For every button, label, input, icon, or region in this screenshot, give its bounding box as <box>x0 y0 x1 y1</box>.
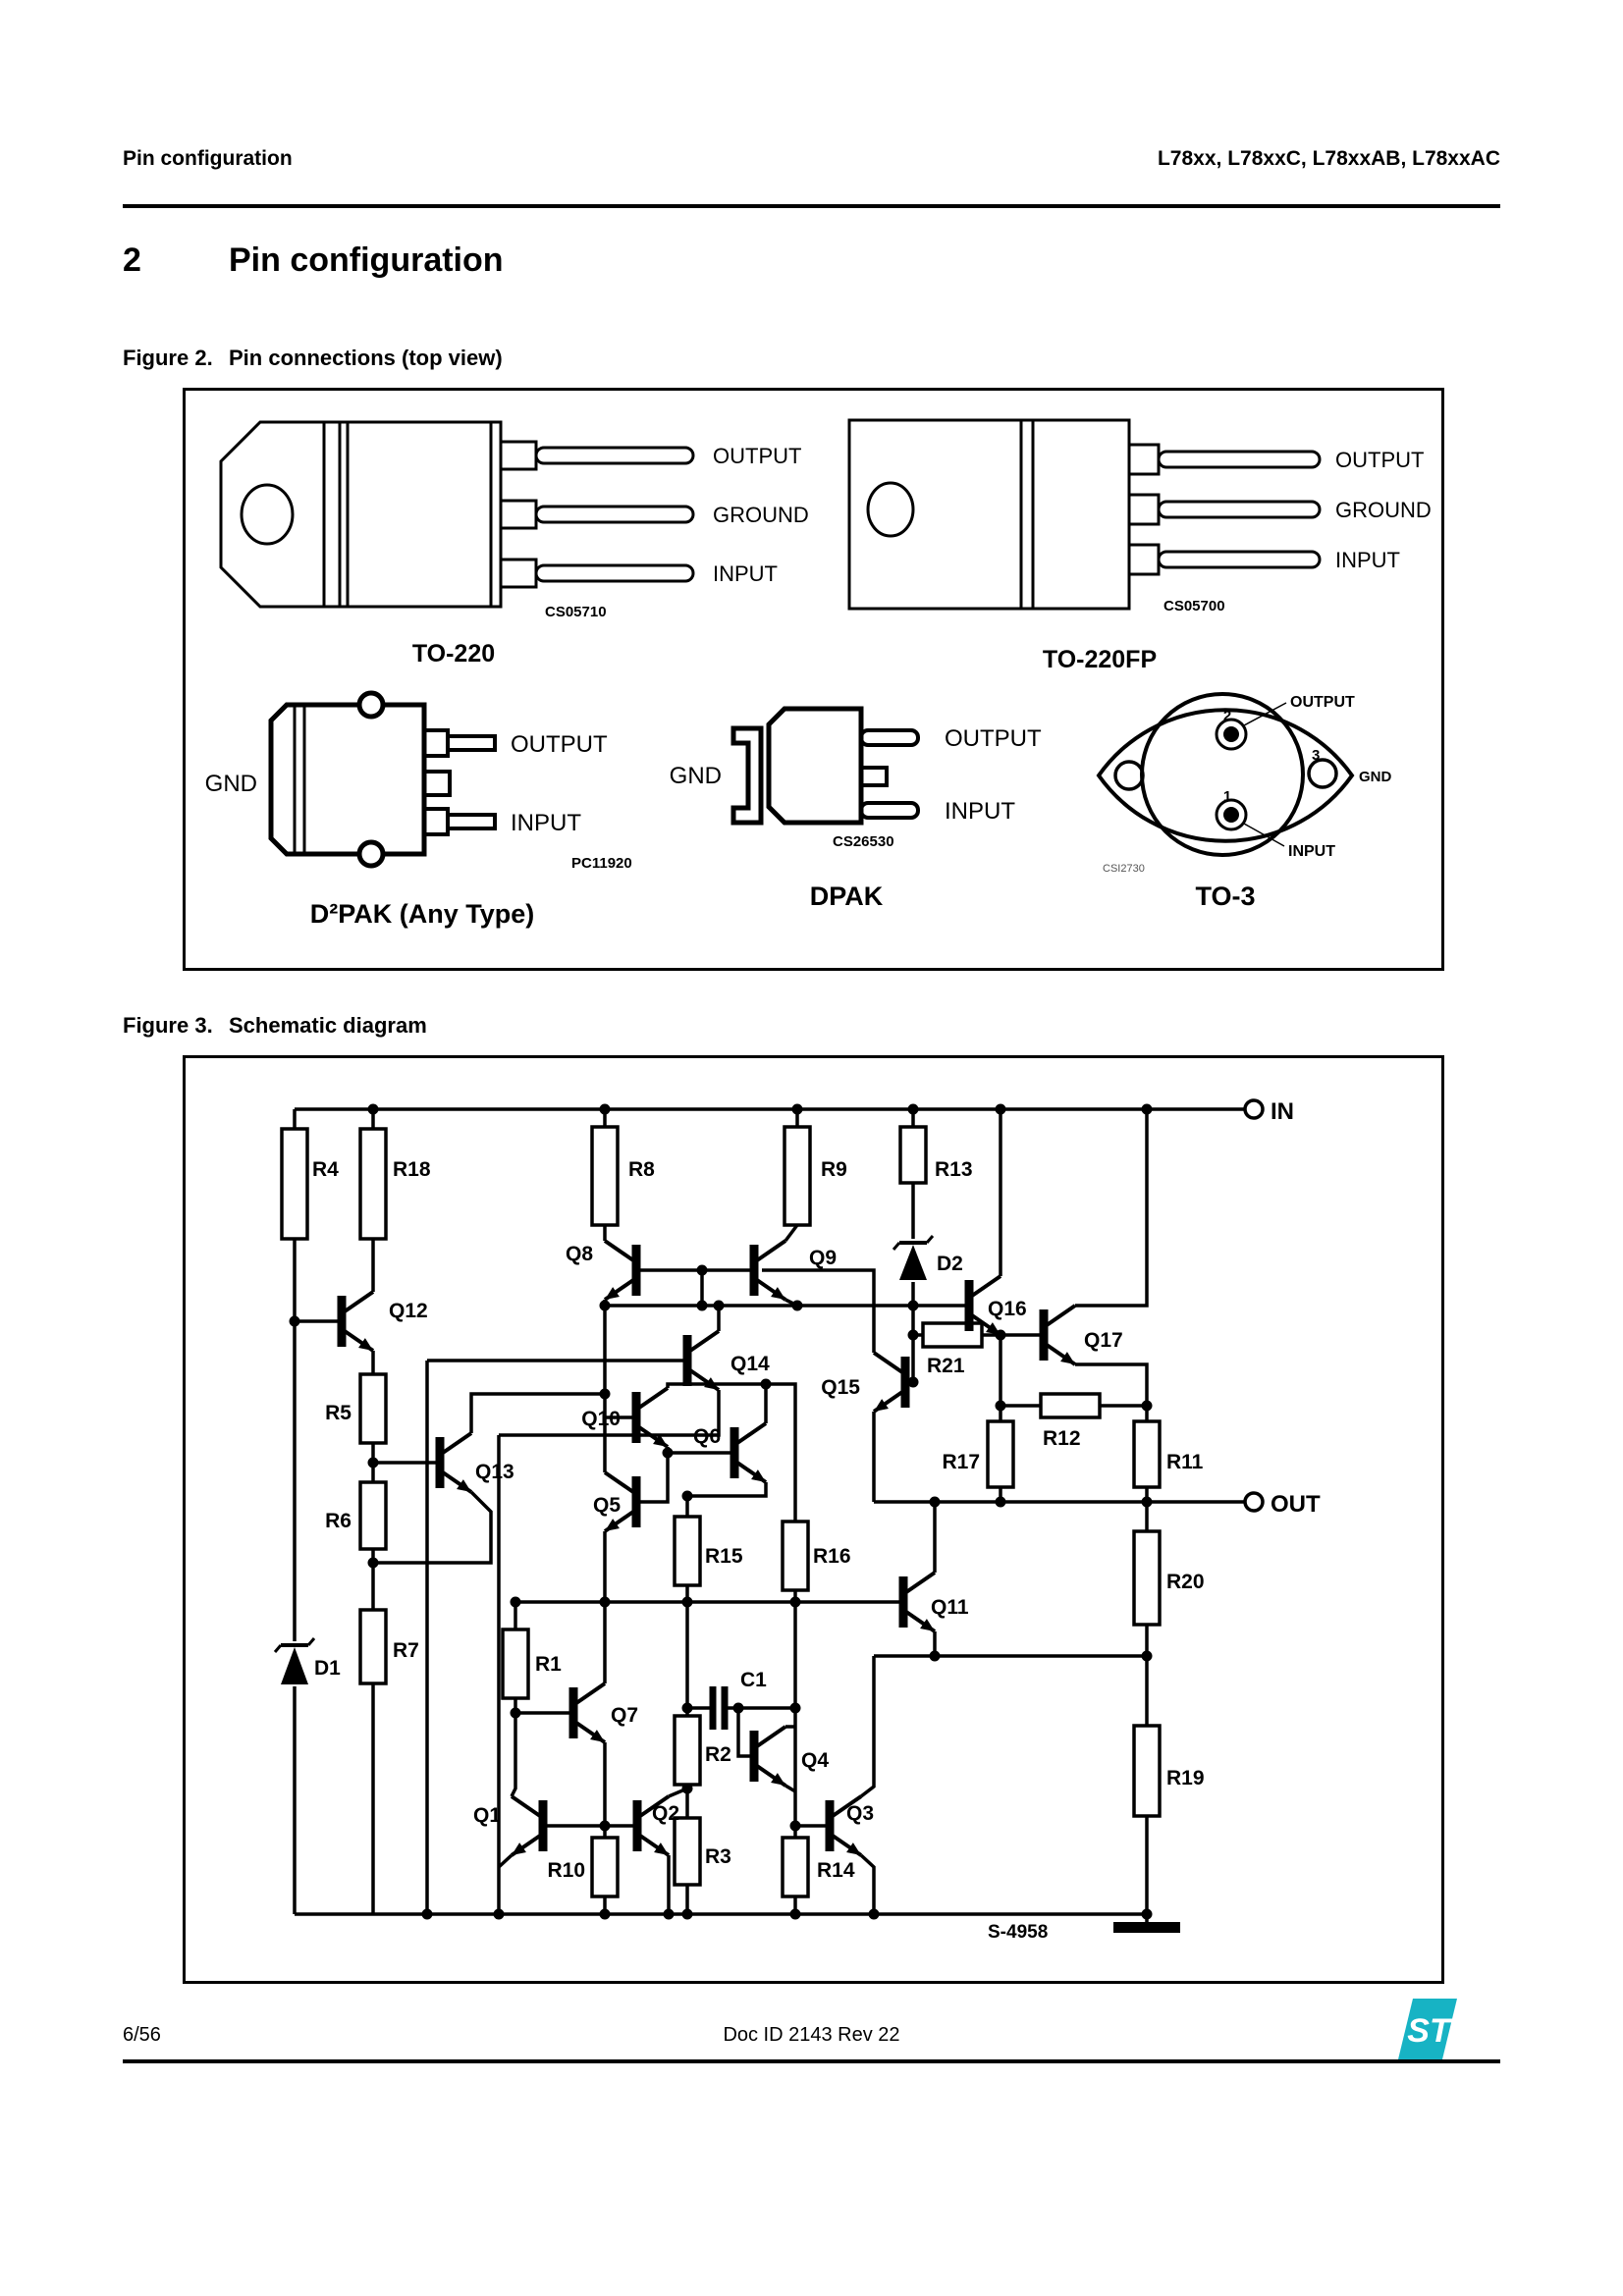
wire <box>861 1656 874 1796</box>
to220fp-pin-ground: GROUND <box>1335 498 1432 522</box>
junction-dot <box>494 1909 505 1920</box>
schematic-label-R6: R6 <box>325 1510 352 1532</box>
schematic-label-R1: R1 <box>535 1653 562 1676</box>
schematic-label-Q12: Q12 <box>389 1300 428 1322</box>
wire <box>687 1482 766 1496</box>
to220fp-package <box>849 420 1320 609</box>
transistor-Q8 <box>605 1241 633 1260</box>
junction-dot <box>1142 1497 1153 1508</box>
transistor-Q11 <box>906 1573 935 1592</box>
schematic-label-R8: R8 <box>628 1158 655 1181</box>
resistor-R15 <box>675 1517 700 1585</box>
schematic-label-Q16: Q16 <box>988 1298 1027 1320</box>
d2pak-gnd: GND <box>204 771 257 797</box>
resistor-R12 <box>1041 1394 1100 1417</box>
dpak-code: CS26530 <box>833 833 894 850</box>
to3-code: CSI2730 <box>1103 863 1145 875</box>
schematic-label-Q3: Q3 <box>846 1802 875 1825</box>
schematic-label-Q2: Q2 <box>652 1802 680 1825</box>
header-left: Pin configuration <box>123 147 293 170</box>
junction-dot <box>996 1401 1006 1412</box>
transistor-Q4 <box>757 1727 785 1746</box>
dpak-package <box>733 709 918 823</box>
junction-dot <box>368 1104 379 1115</box>
zener-D2 <box>927 1236 933 1243</box>
transistor-Q9 <box>757 1241 785 1260</box>
resistor-R19 <box>1134 1726 1160 1816</box>
to3-output: OUTPUT <box>1290 694 1355 711</box>
to220-pin-ground: GROUND <box>713 503 809 527</box>
d2pak-pin-input: INPUT <box>511 810 581 836</box>
resistor-R4 <box>282 1129 307 1239</box>
junction-dot <box>908 1377 919 1388</box>
transistor-Q1 <box>512 1796 540 1816</box>
to3-pin3-number: 3 <box>1312 747 1321 764</box>
to220-pin-output: OUTPUT <box>713 444 802 468</box>
schematic-label-IN: IN <box>1271 1098 1294 1125</box>
schematic-label-R2: R2 <box>705 1743 731 1766</box>
footer-page-number: 6/56 <box>123 2024 161 2046</box>
schematic-label-R11: R11 <box>1166 1451 1204 1473</box>
d2pak-pin-output: OUTPUT <box>511 731 608 758</box>
footer-doc-id: Doc ID 2143 Rev 22 <box>723 2024 900 2046</box>
to3-name: TO-3 <box>1195 881 1256 911</box>
to220fp-leads <box>1129 445 1320 574</box>
junction-dot <box>290 1316 300 1327</box>
to220-hole <box>242 485 293 544</box>
to220-tab <box>221 422 324 607</box>
junction-dot <box>682 1909 693 1920</box>
to220fp-hole <box>868 483 913 536</box>
zener-D1 <box>308 1638 314 1645</box>
schematic-label-S-4958: S-4958 <box>988 1922 1049 1943</box>
schematic-label-R16: R16 <box>813 1545 851 1568</box>
junction-dot <box>930 1497 941 1508</box>
junction-dot <box>790 1597 801 1608</box>
schematic-label-R10: R10 <box>547 1859 585 1882</box>
to3-hole-left <box>1115 762 1143 789</box>
resistor-R3 <box>675 1818 700 1885</box>
dpak-pin-input: INPUT <box>945 798 1015 825</box>
terminal-OUT <box>1245 1493 1263 1511</box>
junction-dot <box>714 1301 725 1311</box>
junction-dot <box>664 1909 675 1920</box>
junction-dot <box>996 1104 1006 1115</box>
d2pak-name: D²PAK (Any Type) <box>309 899 535 929</box>
transistor-Q15 <box>874 1353 902 1372</box>
schematic-label-Q8: Q8 <box>565 1243 593 1265</box>
junction-dot <box>600 1301 611 1311</box>
junction-dot <box>697 1301 708 1311</box>
to220-code: CS05710 <box>545 604 607 620</box>
resistor-R10 <box>592 1838 618 1896</box>
resistor-R14 <box>783 1838 808 1896</box>
junction-dot <box>869 1909 880 1920</box>
schematic-label-OUT: OUT <box>1271 1491 1321 1518</box>
wire <box>512 1713 515 1796</box>
wire <box>738 1708 750 1756</box>
schematic-label-R14: R14 <box>817 1859 855 1882</box>
junction-dot <box>697 1265 708 1276</box>
figure2-caption: Pin connections (top view) <box>229 346 503 370</box>
st-logo <box>1398 1995 1457 2068</box>
junction-dot <box>682 1597 693 1608</box>
schematic-label-Q15: Q15 <box>821 1376 860 1399</box>
figure2-box <box>183 388 1444 971</box>
to220fp-code: CS05700 <box>1163 598 1225 614</box>
transistor-Q10 <box>639 1388 668 1408</box>
schematic-label-R5: R5 <box>325 1402 352 1424</box>
resistor-R13 <box>900 1127 926 1183</box>
transistor-Q16 <box>972 1276 1001 1296</box>
schematic-diagram <box>186 1058 1441 1981</box>
junction-dot <box>511 1708 521 1719</box>
schematic-label-Q5: Q5 <box>592 1494 621 1517</box>
zener-D1 <box>275 1645 281 1652</box>
resistor-R8 <box>592 1127 618 1225</box>
resistor-R9 <box>784 1127 810 1225</box>
dpak-gnd: GND <box>669 763 722 789</box>
junction-dot <box>682 1703 693 1714</box>
schematic-label-R15: R15 <box>705 1545 743 1568</box>
schematic-label-Q17: Q17 <box>1084 1329 1123 1352</box>
schematic-label-R19: R19 <box>1166 1767 1205 1789</box>
zener-D2 <box>899 1245 927 1280</box>
transistor-Q6 <box>737 1423 766 1443</box>
junction-dot <box>908 1104 919 1115</box>
ground-symbol <box>1113 1922 1180 1933</box>
schematic-label-Q9: Q9 <box>809 1247 838 1269</box>
junction-dot <box>682 1491 693 1502</box>
to220fp-pin-output: OUTPUT <box>1335 448 1425 472</box>
section-title: Pin configuration <box>229 241 504 279</box>
d2pak-leads <box>424 730 495 834</box>
schematic-label-R13: R13 <box>935 1158 973 1181</box>
junction-dot <box>790 1909 801 1920</box>
header-right: L78xx, L78xxC, L78xxAB, L78xxAC <box>1157 147 1500 170</box>
transistor-Q12 <box>345 1292 373 1311</box>
to3-pin1-number: 1 <box>1222 788 1232 805</box>
schematic-label-Q4: Q4 <box>801 1749 830 1772</box>
footer-rule <box>123 2059 1500 2063</box>
transistor-Q14 <box>690 1331 719 1351</box>
to220-leads <box>501 442 693 587</box>
junction-dot <box>790 1703 801 1714</box>
wire <box>373 1492 491 1563</box>
pin-connections-figure <box>186 391 1441 968</box>
transistor-Q17 <box>1047 1306 1075 1325</box>
figure2-label: Figure 2. <box>123 346 213 370</box>
junction-dot <box>908 1330 919 1341</box>
to220fp-body <box>849 420 1129 609</box>
to220fp-name: TO-220FP <box>1042 646 1158 673</box>
junction-dot <box>600 1104 611 1115</box>
dpak-pin-output: OUTPUT <box>945 725 1042 752</box>
to3-pin2-number: 2 <box>1222 708 1232 724</box>
resistor-R2 <box>675 1716 700 1785</box>
junction-dot <box>792 1104 803 1115</box>
junction-dot <box>761 1379 772 1390</box>
junction-dot <box>368 1458 379 1468</box>
wire <box>785 1225 797 1241</box>
header-rule <box>123 204 1500 208</box>
resistor-R18 <box>360 1129 386 1239</box>
wire <box>499 1855 512 1867</box>
transistor-Q13 <box>443 1433 471 1453</box>
junction-dot <box>600 1389 611 1400</box>
to3-gnd: GND <box>1359 769 1392 785</box>
junction-dot <box>733 1703 744 1714</box>
schematic-label-D2: D2 <box>937 1253 963 1275</box>
junction-dot <box>1142 1651 1153 1662</box>
wire <box>1075 1109 1147 1306</box>
junction-dot <box>663 1448 674 1459</box>
d2pak-code: PC11920 <box>571 855 632 872</box>
junction-dot <box>792 1301 803 1311</box>
schematic-label-R17: R17 <box>942 1451 980 1473</box>
schematic-label-R7: R7 <box>393 1639 419 1662</box>
schematic-label-Q7: Q7 <box>611 1704 639 1727</box>
resistor-R11 <box>1134 1421 1160 1487</box>
resistor-R17 <box>988 1421 1013 1487</box>
schematic-label-Q14: Q14 <box>730 1353 770 1375</box>
dpak-leads <box>861 730 918 818</box>
junction-dot <box>908 1301 919 1311</box>
terminal-IN <box>1245 1100 1263 1118</box>
schematic-label-R9: R9 <box>821 1158 847 1181</box>
schematic-label-Q10: Q10 <box>581 1408 621 1430</box>
schematic-label-Q6: Q6 <box>692 1425 721 1448</box>
schematic-label-R20: R20 <box>1166 1571 1205 1593</box>
to220fp-pin-input: INPUT <box>1335 548 1400 572</box>
schematic-label-R4: R4 <box>312 1158 339 1181</box>
junction-dot <box>682 1784 693 1794</box>
st-logo-text: ST <box>1407 2012 1450 2050</box>
junction-dot <box>996 1330 1006 1341</box>
figure3-caption: Schematic diagram <box>229 1013 427 1038</box>
schematic-label-Q1: Q1 <box>472 1804 501 1827</box>
to220-body <box>324 422 501 607</box>
junction-dot <box>1142 1401 1153 1412</box>
junction-dot <box>1142 1104 1153 1115</box>
resistor-R16 <box>783 1522 808 1590</box>
transistor-Q5 <box>605 1472 633 1492</box>
dpak-gnd-tab <box>733 728 761 823</box>
dpak-name: DPAK <box>809 881 884 911</box>
junction-dot <box>996 1497 1006 1508</box>
wire <box>762 1270 874 1353</box>
schematic-label-R12: R12 <box>1043 1427 1081 1450</box>
zener-D1 <box>281 1647 308 1684</box>
to220-package <box>221 422 693 607</box>
junction-dot <box>930 1651 941 1662</box>
to220-name: TO-220 <box>411 640 496 667</box>
schematic-label-R3: R3 <box>705 1845 731 1868</box>
resistor-R6 <box>360 1482 386 1549</box>
d2pak-package <box>271 693 495 866</box>
schematic-label-D1: D1 <box>314 1657 341 1680</box>
junction-dot <box>511 1597 521 1608</box>
section-number: 2 <box>123 241 141 279</box>
to3-input: INPUT <box>1288 843 1335 860</box>
junction-dot <box>600 1597 611 1608</box>
junction-dot <box>1142 1909 1153 1920</box>
schematic-label-Q13: Q13 <box>475 1461 514 1483</box>
schematic-label-C1: C1 <box>740 1669 767 1691</box>
schematic-label-R18: R18 <box>393 1158 431 1181</box>
resistor-R7 <box>360 1610 386 1683</box>
transistor-Q7 <box>576 1683 605 1703</box>
zener-D2 <box>893 1243 899 1250</box>
resistor-R1 <box>503 1629 528 1698</box>
junction-dot <box>368 1558 379 1569</box>
junction-dot <box>422 1909 433 1920</box>
wire <box>861 1855 874 1914</box>
junction-dot <box>600 1821 611 1832</box>
junction-dot <box>600 1909 611 1920</box>
resistor-R5 <box>360 1374 386 1443</box>
to3-hole-right <box>1309 760 1336 787</box>
junction-dot <box>790 1821 801 1832</box>
dpak-body <box>769 709 861 823</box>
to220-pin-input: INPUT <box>713 561 778 586</box>
schematic-label-R21: R21 <box>927 1355 965 1377</box>
figure3-box <box>183 1055 1444 1984</box>
resistor-R20 <box>1134 1531 1160 1625</box>
figure3-label: Figure 3. <box>123 1013 213 1038</box>
schematic-label-Q11: Q11 <box>931 1596 969 1619</box>
